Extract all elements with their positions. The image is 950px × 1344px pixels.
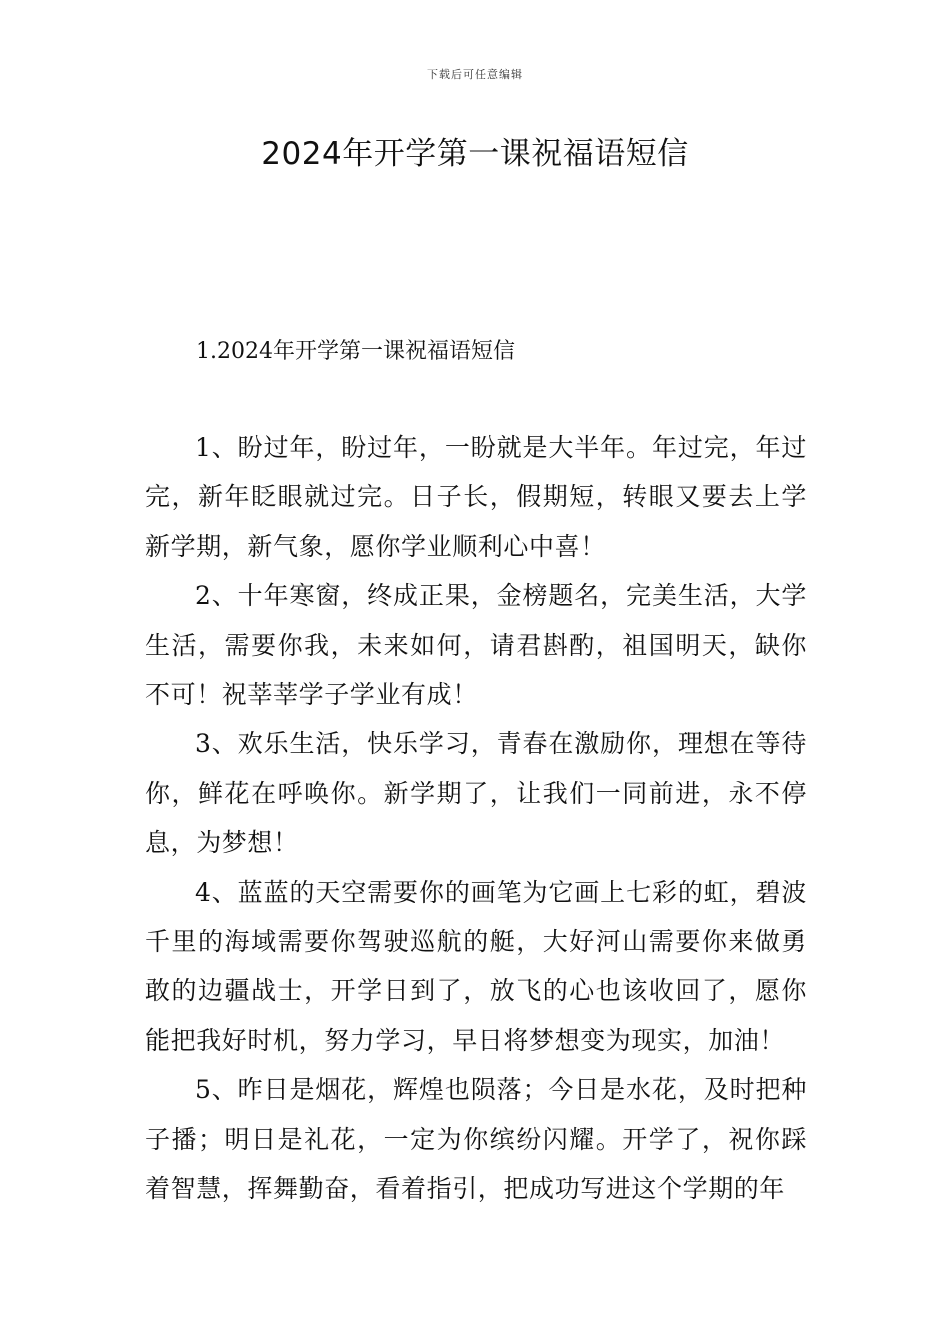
section-heading: 1.2024年开学第一课祝福语短信 [196,339,515,364]
paragraph-4: 4、蓝蓝的天空需要你的画笔为它画上七彩的虹，碧波千里的海域需要你驾驶巡航的艇，大好河山需要你来做勇敢的边疆战士，开学日到了，放飞的心也该收回了，愿你能把我好时机，努力学习，早日将梦想变为现实，加油！ [145,877,807,1055]
paragraph-5: 5、昨日是烟花，辉煌也陨落；今日是水花，及时把种子播；明日是礼花，一定为你缤纷闪耀。开学了，祝你踩着智慧，挥舞勤奋，看着指引，把成功写进这个学期的年 [145,1075,807,1204]
paragraph-3: 3、欢乐生活，快乐学习，青春在激励你，理想在等待你，鲜花在呼唤你。新学期了，让我们一同前进，永不停息，为梦想！ [145,729,807,858]
document-body [145,423,807,1214]
document-title: 2024年开学第一课祝福语短信 [261,136,689,172]
paragraph-1: 1、盼过年，盼过年，一盼就是大半年。年过完，年过完，新年眨眼就过完。日子长，假期短，转眼又要去上学新学期，新气象，愿你学业顺利心中喜！ [145,433,807,561]
header-note: 下载后可任意编辑 [427,68,523,81]
paragraph-2: 2、十年寒窗，终成正果，金榜题名，完美生活，大学生活，需要你我，未来如何，请君斟酌，祖国明天，缺你不可！祝莘莘学子学业有成！ [145,581,807,710]
